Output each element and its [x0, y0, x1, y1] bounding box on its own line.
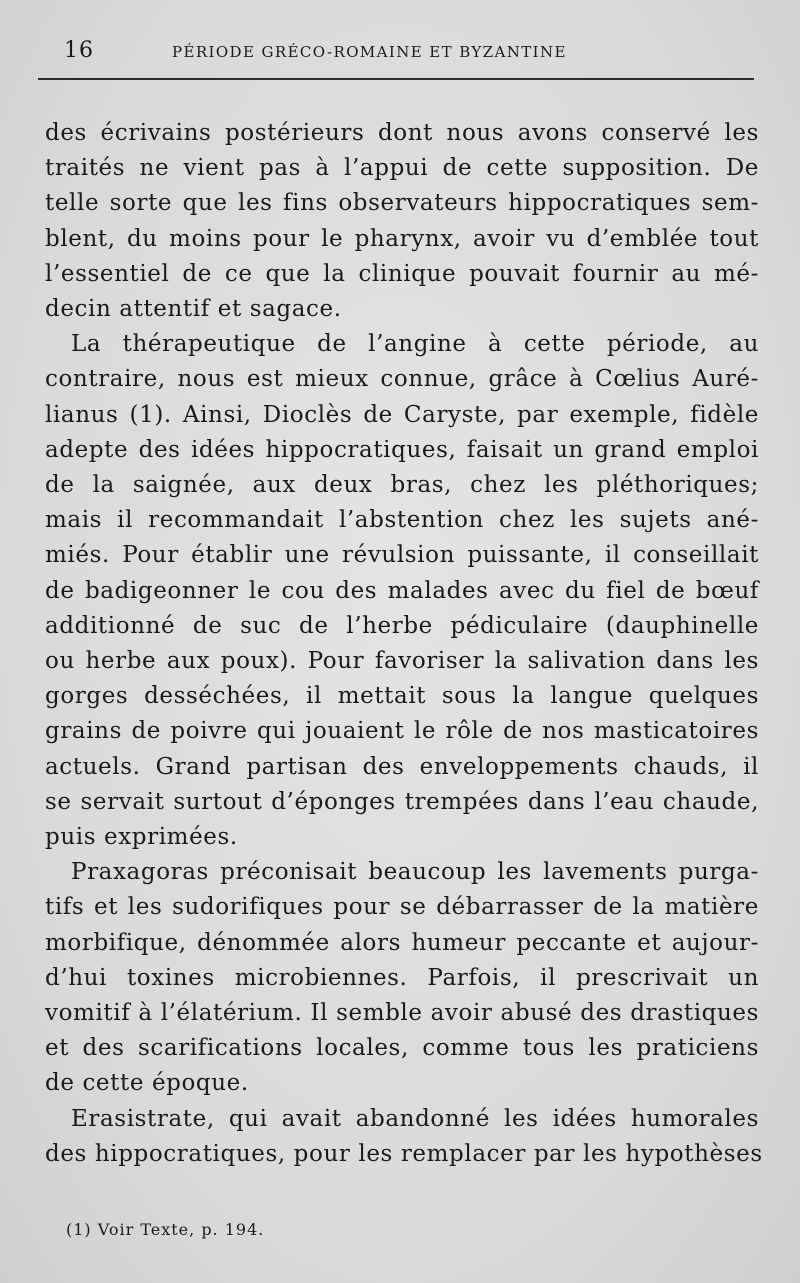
text-line: se servait surtout d’éponges trempées dans l’eau chaude,	[45, 788, 759, 815]
text-line: additionné de suc de l’herbe pédiculaire (dauphinelle	[45, 612, 759, 639]
text-line: vomitif à l’élatérium. Il semble avoir abusé des drastiques	[45, 1000, 759, 1027]
text-line: lianus (1). Ainsi, Dioclès de Caryste, par exemple, fidèle	[45, 401, 759, 428]
text-line: contraire, nous est mieux connue, grâce à Cœlius Auré-	[45, 366, 759, 393]
text-line: de la saignée, aux deux bras, chez les pléthoriques;	[45, 472, 759, 499]
running-title: PÉRIODE GRÉCO-ROMAINE ET BYZANTINE	[172, 43, 567, 61]
text-line: adepte des idées hippocratiques, faisait un grand emploi	[45, 436, 759, 463]
text-line: mais il recommandait l’abstention chez les sujets ané-	[45, 507, 759, 534]
text-line: telle sorte que les fins observateurs hippocratiques sem-	[45, 190, 759, 217]
text-line: morbifique, dénommée alors humeur peccante et aujour-	[45, 929, 759, 956]
running-head	[38, 38, 754, 68]
text-line: ou herbe aux poux). Pour favoriser la salivation dans les	[45, 648, 759, 675]
text-line: l’essentiel de ce que la clinique pouvait fournir au mé-	[45, 260, 759, 287]
text-line: blent, du moins pour le pharynx, avoir vu d’emblée tout	[45, 225, 759, 252]
text-line: miés. Pour établir une révulsion puissante, il conseillait	[45, 542, 759, 569]
text-line: d’hui toxines microbiennes. Parfois, il prescrivait un	[45, 964, 759, 991]
text-line: des écrivains postérieurs dont nous avons conservé les	[45, 120, 759, 146]
text-line: des hippocratiques, pour les remplacer par les hypothèses	[45, 1140, 763, 1167]
text-line: Erasistrate, qui avait abandonné les idées humorales	[71, 1105, 759, 1132]
text-line: Praxagoras préconisait beaucoup les lavements purga-	[71, 859, 759, 886]
text-line: puis exprimées.	[45, 824, 238, 851]
header-rule	[38, 78, 754, 80]
text-line: tifs et les sudorifiques pour se débarrasser de la matière	[45, 894, 759, 921]
footnote: (1) Voir Texte, p. 194.	[66, 1220, 265, 1239]
text-line: et des scarifications locales, comme tous les praticiens	[45, 1035, 759, 1062]
text-line: gorges desséchées, il mettait sous la langue quelques	[45, 683, 759, 710]
text-line: decin attentif et sagace.	[45, 296, 342, 323]
text-line: de cette époque.	[45, 1070, 249, 1097]
text-line: grains de poivre qui jouaient le rôle de nos masticatoires	[45, 718, 759, 745]
text-line: traités ne vient pas à l’appui de cette supposition. De	[45, 155, 759, 182]
body-text	[45, 116, 763, 1172]
text-line: La thérapeutique de l’angine à cette période, au	[71, 331, 759, 358]
page-number: 16	[64, 38, 94, 63]
text-line: de badigeonner le cou des malades avec du fiel de bœuf	[45, 577, 759, 604]
text-line: actuels. Grand partisan des enveloppements chauds, il	[45, 753, 759, 780]
